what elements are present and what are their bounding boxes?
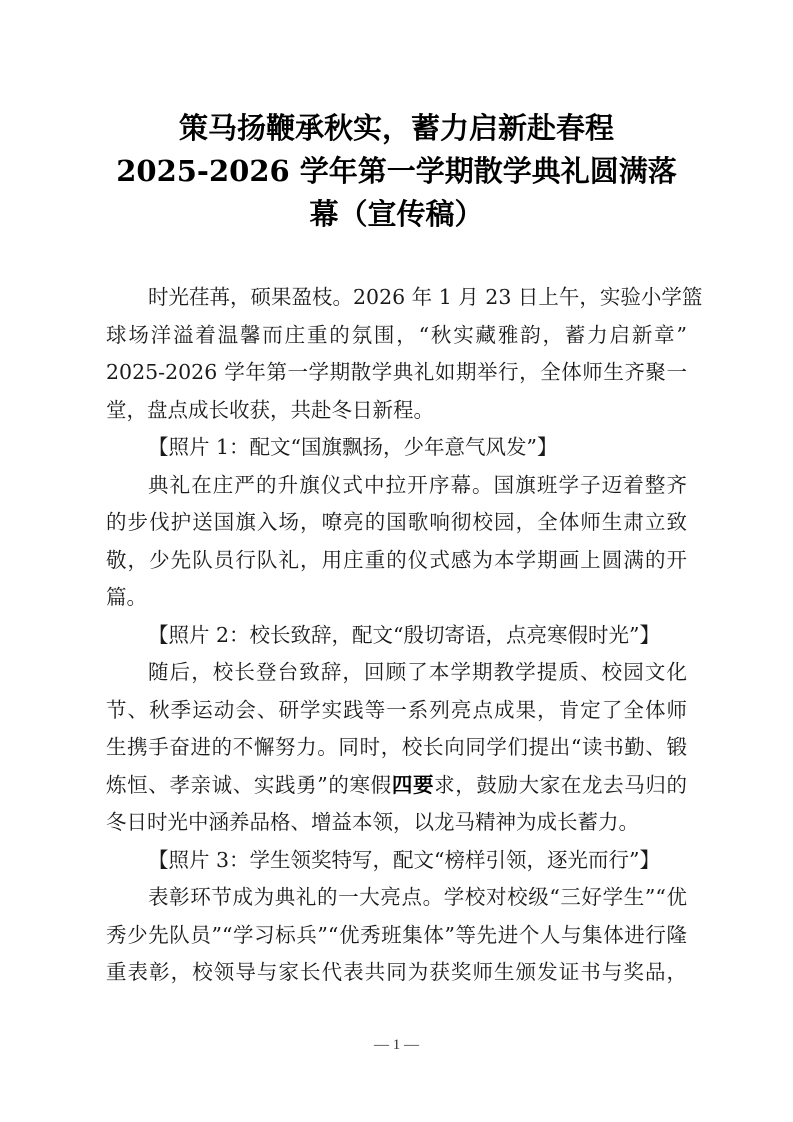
paragraph-3-line-1: 随后，校长登台致辞，回顾了本学期教学提质、校园文化	[148, 660, 687, 684]
paragraph-3-line-2: 节、秋季运动会、研学实践等一系列亮点成果，肯定了全体师	[106, 697, 687, 722]
paragraph-2-line-1: 典礼在庄严的升旗仪式中拉开序幕。国旗班学子迈着整齐	[148, 472, 687, 497]
photo-caption-1: 【照片 1：配文“国旗飘扬，少年意气风发”】	[148, 435, 558, 459]
document-title	[96, 107, 697, 236]
paragraph-1-line-4: 堂，盘点成长收获，共赴冬日新程。	[106, 397, 434, 422]
photo-caption-2: 【照片 2：校长致辞，配文“殷切寄语，点亮寒假时光”】	[148, 622, 661, 647]
paragraph-2-line-3: 敬，少先队员行队礼，用庄重的仪式感为本学期画上圆满的开	[106, 547, 687, 572]
paragraph-3-line-5: 冬日时光中涵养品格、增益本领，以龙马精神为成长蓄力。	[106, 810, 639, 834]
paragraph-4-line-3: 重表彰，校领导与家长代表共同为获奖师生颁发证书与奖品，	[106, 960, 687, 984]
line-text-before: 炼恒、孝亲诚、实践勇”的寒假	[106, 772, 392, 797]
title-line-3: 幕（宣传稿）	[309, 197, 484, 231]
photo-caption-3: 【照片 3：学生领奖特写，配文“榜样引领，逐光而行”】	[148, 847, 661, 872]
document-body	[106, 279, 703, 992]
title-line-2: 2025-2026 学年第一学期散学典礼圆满落	[116, 154, 677, 188]
paragraph-1-line-1: 时光荏苒，硕果盈枝。2026 年 1 月 23 日上午，实验小学篮	[148, 285, 703, 309]
line-text-after: 求，鼓励大家在龙去马归的	[434, 772, 688, 797]
bold-emphasis: 四要	[391, 772, 435, 797]
paragraph-2-line-2: 的步伐护送国旗入场，嘹亮的国歌响彻校园，全体师生肃立致	[106, 510, 687, 534]
paragraph-3-line-4	[106, 767, 687, 805]
page-number: — 1 —	[374, 1037, 419, 1053]
paragraph-4-line-1: 表彰环节成为典礼的一大亮点。学校对校级“三好学生”“优	[148, 885, 687, 909]
title-line-1: 策马扬鞭承秋实，蓄力启新赴春程	[178, 111, 614, 145]
paragraph-4-line-2: 秀少先队员”“学习标兵”“优秀班集体”等先进个人与集体进行隆	[106, 922, 687, 947]
paragraph-1-line-3: 2025-2026 学年第一学期散学典礼如期举行，全体师生齐聚一	[106, 360, 687, 384]
paragraph-2-line-4: 篇。	[106, 585, 147, 609]
paragraph-3-line-3: 生携手奋进的不懈努力。同时，校长向同学们提出“读书勤、锻	[106, 735, 687, 759]
paragraph-1-line-2: 球场洋溢着温馨而庄重的氛围，“秋实藏雅韵，蓄力启新章”	[106, 322, 687, 347]
